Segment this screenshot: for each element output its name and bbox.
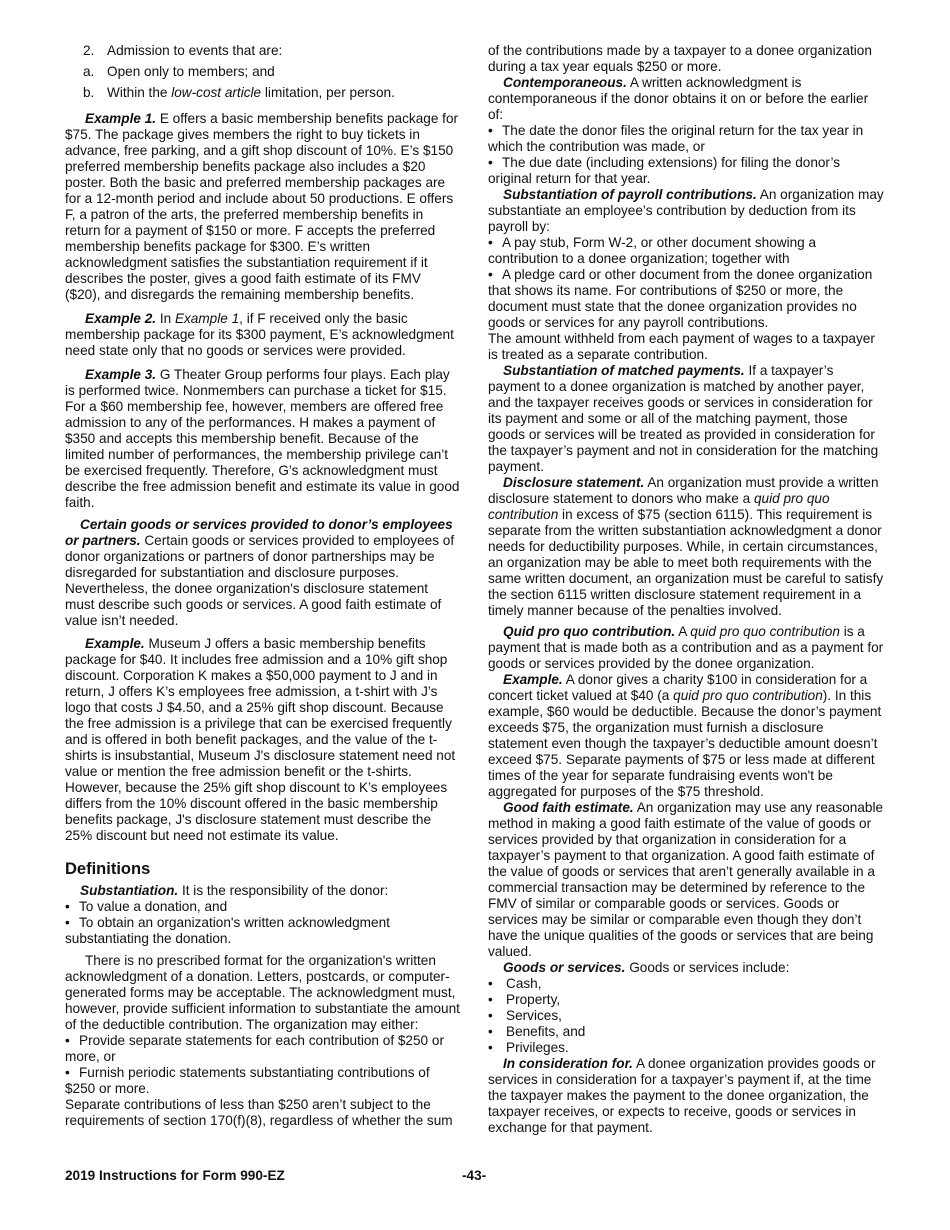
footer-title: 2019 Instructions for Form 990-EZ (65, 1168, 285, 1183)
bullet-icon: • (65, 915, 70, 930)
list-item: • Privileges. (488, 1040, 569, 1055)
list-item: • Services, (488, 1008, 562, 1023)
paragraph-quid-pro-quo: Quid pro quo contribution. A quid pro quo contribution is a payment that is made both as a contribution and as a payment for goods or services provided by the donee organization. (488, 624, 884, 671)
run-in-heading: Example 2. (85, 311, 157, 326)
list-item: • Property, (488, 992, 561, 1007)
paragraph-example: Example. A donor gives a charity $100 in consideration for a concert ticket valued at $40 (a quid pro quo contribution). In this example, $60 would be deductible. Because the donor’s payment exceeds $75, the organization must furnish a disclosure statement even though the taxpayer’s deductible amount doesn’t exceed $75. Separate payments of $75 or less made at different times of the year for separate fundraising events won't be aggregated for purposes of the $75 threshold. (488, 672, 882, 799)
bullet-icon: • (488, 235, 493, 250)
paragraph-withheld: The amount withheld from each payment of wages to a taxpayer is treated as a separate contribution. (488, 331, 875, 362)
list-item: • Benefits, and (488, 1024, 586, 1039)
run-in-heading: Substantiation of matched payments. (503, 363, 745, 378)
paragraph-example-3: Example 3. G Theater Group performs four plays. Each play is performed twice. Nonmembers can purchase a ticket for $15. For a $60 membership fee, however, members are offered free admission to any of the performances. H makes a payment of $350 and accepts this membership benefit. Because of the limited number of performances, the membership privilege can’t be exercised frequently. Therefore, G’s acknowledgment must describe the free admission benefit and estimate its value in good faith. (65, 367, 460, 510)
paragraph-payroll: Substantiation of payroll contributions. An organization may substantiate an employee’s contribution by deduction from its payroll by: (488, 187, 884, 234)
list-item (83, 64, 460, 80)
paragraph-no-format: There is no prescribed format for the organization's written acknowledgment of a donation. Letters, postcards, or computer-generated forms may be acceptable. The acknowledgment must, however, provide sufficient information to substantiate the amount of the deductible contribution. The organization may either: (65, 953, 460, 1032)
paragraph-continued: of the contributions made by a taxpayer to a donee organization during a tax year equals $250 or more. (488, 43, 872, 74)
run-in-heading: Example 3. (85, 367, 157, 382)
run-in-heading: Substantiation. (80, 883, 179, 898)
run-in-heading: In consideration for. (503, 1056, 633, 1071)
list-number: b. (83, 85, 95, 100)
paragraph-disclosure: Disclosure statement. An organization must provide a written disclosure statement to donors who make a quid pro quo contribution in excess of $75 (section 6115). This requirement is separate from the written substantiation acknowledgment a donor needs for deductibility purposes. While, in certain circumstances, an organization may be able to meet both requirements with the same written document, an organization must be careful to satisfy the section 6115 written disclosure statement requirement in a timely manner because of the penalties involved. (488, 475, 884, 618)
bullet-icon: • (65, 1033, 70, 1048)
paragraph-substantiation: Substantiation. It is the responsibility of the donor: (80, 883, 389, 898)
paragraph-good-faith: Good faith estimate. An organization may use any reasonable method in making a good faith estimate of the value of goods or services provided by that organization in consideration for a taxpayer’s payment to that organization. A good faith estimate of the value of goods or services that aren’t generally available in a commercial transaction may be determined by reference to the FMV of similar or comparable goods or services. Goods or services may be similar or comparable even though they don’t have the unique qualities of the goods or services that are being valued. (488, 800, 884, 959)
run-in-heading: Example. (503, 672, 563, 687)
section-heading-definitions: Definitions (65, 860, 151, 878)
bullet-item: • To value a donation, and (65, 899, 228, 914)
bullet-item: • Furnish periodic statements substantiating contributions of $250 or more. (65, 1065, 430, 1096)
paragraph-contemporaneous: Contemporaneous. A written acknowledgment is contemporaneous if the donor obtains it on or before the earlier of: (488, 75, 869, 122)
bullet-item: • A pay stub, Form W-2, or other document showing a contribution to a donee organization; together with (488, 235, 817, 266)
list-item: • Cash, (488, 976, 542, 991)
bullet-icon: • (65, 899, 70, 914)
paragraph-certain-goods: Certain goods or services provided to donor’s employees or partners. Certain goods or services provided to employees of donor organizations or partners of donor partnerships may be disregarded for substantiation and disclosure purposes. Nevertheless, the donee organization's disclosure statement must describe such goods or services. A good faith estimate of value isn’t needed. (65, 517, 455, 628)
paragraph-example-2: Example 2. In Example 1, if F received only the basic membership package for its $300 payment, E’s acknowledgment need state only that no goods or services were provided. (65, 311, 454, 358)
paragraph-example-1: Example 1. E offers a basic membership benefits package for $75. The package gives members the right to buy tickets in advance, free parking, and a gift shop discount of 10%. E’s $150 preferred membership benefits package also includes a $20 poster. Both the basic and preferred membership packages are for a 12-month period and include about 50 productions. E offers F, a patron of the arts, the preferred membership benefits in return for a payment of $150 or more. F accepts the preferred membership benefits package for $300. E’s written acknowledgment satisfies the substantiation requirement if it describes the poster, gives a good faith estimate of its FMV ($20), and disregards the remaining membership benefits. (65, 111, 459, 302)
bullet-icon: • (488, 267, 493, 282)
bullet-item: • Provide separate statements for each contribution of $250 or more, or (65, 1033, 444, 1064)
bullet-icon: • (488, 1024, 493, 1039)
bullet-icon: • (488, 155, 493, 170)
bullet-icon: • (488, 1040, 493, 1055)
run-in-heading: Substantiation of payroll contributions. (503, 187, 757, 202)
run-in-heading: Quid pro quo contribution. (503, 624, 676, 639)
paragraph-in-consideration: In consideration for. A donee organization provides goods or services in consideration for a taxpayer’s payment if, at the time the taxpayer makes the payment to the donee organization, the taxpayer receives, or expects to receive, goods or services in exchange for that payment. (488, 1056, 876, 1135)
list-item (83, 85, 460, 101)
list-number: 2. (83, 43, 95, 58)
paragraph-separate: Separate contributions of less than $250 aren’t subject to the requirements of section 170(f)(8), regardless of whether the sum (65, 1097, 453, 1128)
paragraph-goods-services: Goods or services. Goods or services include: (503, 960, 790, 975)
run-in-heading: Disclosure statement. (503, 475, 645, 490)
goods-list (488, 976, 885, 1056)
right-column (488, 43, 885, 1136)
list-item (83, 43, 460, 59)
run-in-heading: Good faith estimate. (503, 800, 634, 815)
bullet-icon: • (488, 123, 493, 138)
paragraph-example: Example. Museum J offers a basic membership benefits package for $40. It includes free admission and a 10% gift shop discount. Corporation K makes a $50,000 payment to J and in return, J offers K’s employees free admission, a t-shirt with J’s logo that costs J $4.50, and a 25% gift shop discount. Because the free admission is a privilege that can be exercised frequently and is offered in both benefit packages, and the value of the t-shirts is insubstantial, Museum J's disclosure statement need not value or mention the free admission benefit or the t-shirts. However, because the 25% gift shop discount to K’s employees differs from the 10% discount offered in the basic membership benefits package, J's disclosure statement must describe the 25% discount but need not estimate its value. (65, 636, 456, 843)
run-in-heading: Certain goods or services provided to donor’s employees or partners. (65, 517, 453, 548)
list-text: Open only to members; and (107, 64, 275, 79)
bullet-icon: • (65, 1065, 70, 1080)
run-in-heading: Example 1. (85, 111, 157, 126)
bullet-icon: • (488, 976, 493, 991)
bullet-icon: • (488, 1008, 493, 1023)
bullet-item: • To obtain an organization's written acknowledgment substantiating the donation. (65, 915, 390, 946)
run-in-heading: Contemporaneous. (503, 75, 627, 90)
run-in-heading: Goods or services. (503, 960, 626, 975)
bullet-icon: • (488, 992, 493, 1007)
list-text: Within the low-cost article limitation, per person. (107, 85, 395, 100)
bullet-item: • The date the donor files the original return for the tax year in which the contribution was made, or (488, 123, 864, 154)
bullet-item: • A pledge card or other document from the donee organization that shows its name. For contributions of $250 or more, the document must state that the donee organization provides no goods or services for any payroll contributions. (488, 267, 873, 330)
page-number: -43- (462, 1168, 487, 1183)
run-in-heading: Example. (85, 636, 145, 651)
list-text: Admission to events that are: (107, 43, 283, 58)
left-column (65, 43, 460, 1129)
bullet-item: • The due date (including extensions) for filing the donor’s original return for that year. (488, 155, 841, 186)
list-number: a. (83, 64, 95, 79)
paragraph-matched: Substantiation of matched payments. If a taxpayer’s payment to a donee organization is matched by another payer, and the taxpayer receives goods or services in consideration for its payment and some or all of the matching payment, those goods or services will be treated as provided in consideration for the taxpayer’s payment and not in consideration for the matching payment. (488, 363, 879, 474)
